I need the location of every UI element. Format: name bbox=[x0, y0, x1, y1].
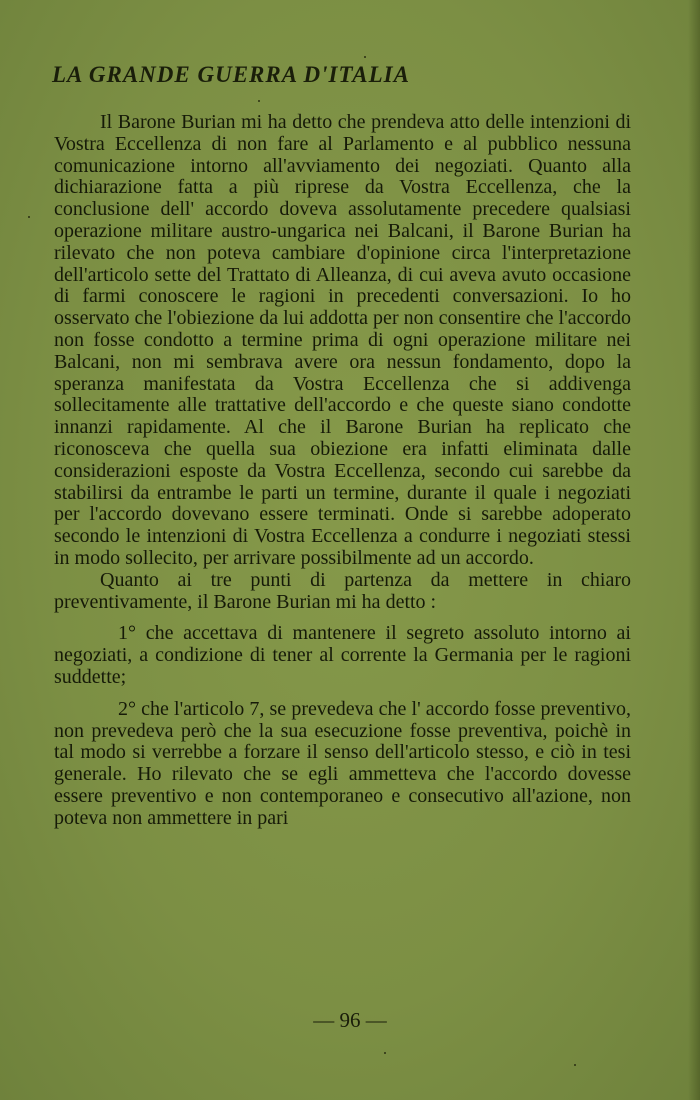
running-head: LA GRANDE GUERRA D'ITALIA bbox=[52, 62, 410, 87]
paper-speck bbox=[384, 1052, 386, 1054]
paper-speck bbox=[364, 56, 366, 58]
paper-speck bbox=[574, 1064, 576, 1066]
paper-speck bbox=[28, 216, 30, 218]
paper-speck bbox=[258, 100, 260, 102]
page-edge-shadow bbox=[688, 0, 700, 1100]
list-item-1: 1° che accettava di mantenere il segreto assoluto intorno ai negoziati, a condizione di tener al corrente la Germania per le ragioni suddette; bbox=[54, 622, 631, 688]
paragraph-1: Il Barone Burian mi ha detto che prendeva atto delle intenzioni di Vostra Eccellenza di non fare al Parlamento e al pubblico nessuna comunicazione intorno all'avviamento dei negoziati. Quanto alla dichiarazione fatta a più riprese da Vostra Eccellenza, che la conclusione dell' accordo doveva assolutamente precedere qualsiasi operazione militare austro-ungarica nei Balcani, il Barone Burian ha rilevato che non poteva cambiare d'opinione circa l'interpretazione dell'articolo sette del Trattato di Alleanza, di cui aveva avuto occasione di farmi conoscere le ragioni in precedenti conversazioni. Io ho osservato che l'obiezione da lui addotta per non consentire che l'accordo non fosse condotto a termine prima di ogni operazione militare nei Balcani, non mi sembrava avere ora nessun fondamento, dopo la speranza manifestata da Vostra Eccellenza che si addivenga sollecitamente alle trattative dell'accordo e che queste siano condotte innanzi rapidamente. Al che il Barone Burian ha replicato che riconosceva che quella sua obiezione era infatti eliminata dalle considerazioni esposte da Vostra Eccellenza, secondo cui sarebbe da stabilirsi da entrambe le parti un termine, durante il quale i negoziati per l'accordo dovevano essere terminati. Onde si sarebbe adoperato secondo le intenzioni di Vostra Eccellenza a condurre i negoziati stessi in modo sollecito, per arrivare possibilmente ad un accordo. bbox=[54, 111, 631, 569]
body-text bbox=[54, 112, 631, 830]
list-item-2: 2° che l'articolo 7, se prevedeva che l' accordo fosse preventivo, non prevedeva però che la sua esecuzione fosse preventiva, poichè in tal modo si verrebbe a forzare il senso dell'articolo stesso, e ciò in tesi generale. Ho rilevato che se egli ammetteva che l'accordo dovesse essere preventivo e non contemporaneo e consecutivo all'azione, non poteva non ammettere in pari bbox=[54, 697, 631, 829]
paragraph-2: Quanto ai tre punti di partenza da mettere in chiaro preventivamente, il Barone Burian mi ha detto : bbox=[54, 568, 631, 613]
page-number: — 96 — bbox=[313, 1008, 387, 1032]
